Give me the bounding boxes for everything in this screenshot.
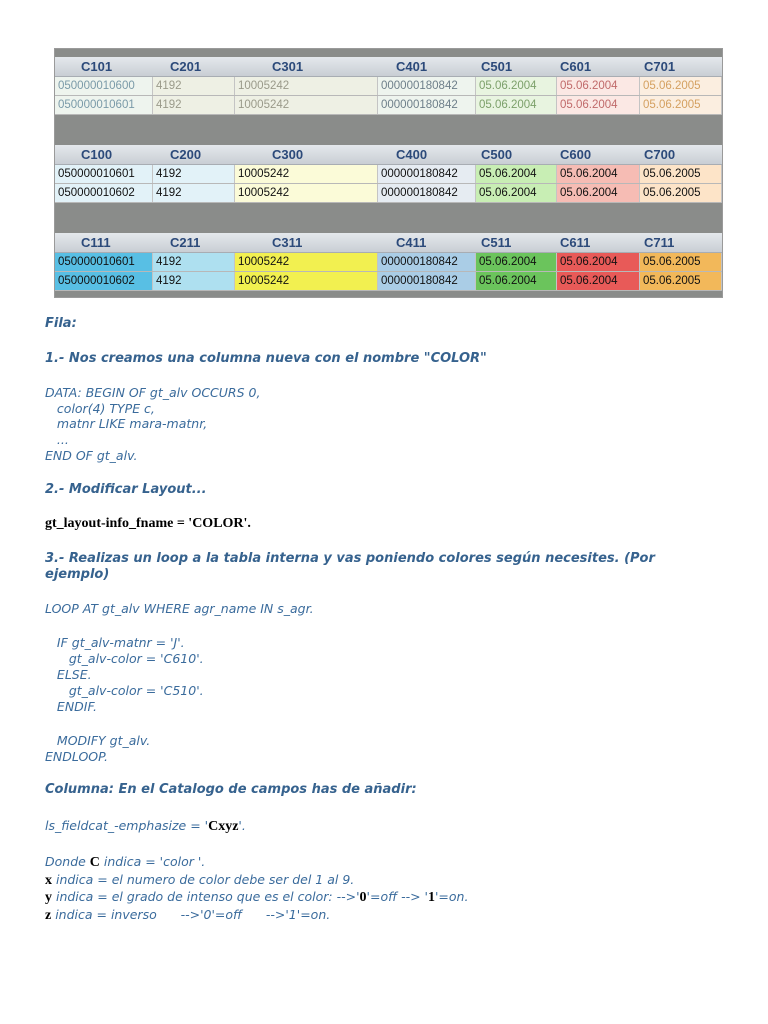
table-cell: 05.06.2004 (557, 77, 640, 95)
step2-heading: 2.- Modificar Layout... (45, 482, 207, 497)
table-cell: 4192 (153, 165, 235, 183)
table-cell: 050000010601 (55, 165, 153, 183)
alv-block-light (55, 145, 722, 203)
fieldcat-prefix: ls_fieldcat_-emphasize = ' (45, 818, 209, 833)
y-one: 1 (428, 890, 435, 905)
column-header: C701 (644, 59, 676, 74)
donde-prefix: Donde (45, 854, 90, 869)
alv-header-row (55, 233, 722, 253)
column-header: C211 (170, 235, 201, 250)
table-cell: 05.06.2004 (557, 272, 640, 290)
code-line: DATA: BEGIN OF gt_alv OCCURS 0, (45, 385, 261, 400)
table-cell: 10005242 (235, 96, 378, 114)
table-cell: 05.06.2004 (476, 77, 557, 95)
donde-line (45, 854, 205, 871)
table-cell: 05.06.2005 (640, 77, 722, 95)
column-header: C401 (396, 59, 428, 74)
table-row (55, 272, 722, 291)
table-cell: 4192 (153, 253, 235, 271)
table-cell: 000000180842 (378, 165, 476, 183)
donde-letter: C (89, 855, 100, 870)
y-line (45, 889, 468, 906)
table-cell: 000000180842 (378, 77, 476, 95)
y-letter: y (45, 890, 52, 905)
alv-block-intense (55, 233, 722, 291)
table-cell: 4192 (153, 96, 235, 114)
table-cell: 05.06.2004 (557, 165, 640, 183)
code-line: MODIFY gt_alv. (45, 733, 151, 748)
table-row (55, 165, 722, 184)
table-row (55, 184, 722, 203)
z-letter: z (45, 908, 52, 923)
table-row (55, 77, 722, 96)
code-line: ENDLOOP. (45, 749, 108, 764)
code-line: gt_alv-color = 'C510'. (45, 683, 204, 698)
table-cell: 10005242 (235, 272, 378, 290)
z-text: indica = inverso -->'0'=off -->'1'=on. (51, 907, 331, 922)
x-line (45, 872, 354, 889)
table-cell: 05.06.2004 (476, 184, 557, 202)
column-header: C711 (644, 235, 675, 250)
column-header: C700 (644, 147, 676, 162)
table-cell: 4192 (153, 184, 235, 202)
column-header: C511 (481, 235, 512, 250)
column-header: C311 (272, 235, 303, 250)
column-header: C301 (272, 59, 304, 74)
table-cell: 050000010601 (55, 253, 153, 271)
alv-color-example-image (54, 48, 723, 298)
column-header: C100 (81, 147, 113, 162)
column-header: C501 (481, 59, 513, 74)
table-cell: 4192 (153, 77, 235, 95)
alv-block-faded (55, 57, 722, 115)
column-header: C611 (560, 235, 591, 250)
y-text-a: indica = el grado de intenso que es el color: -->' (52, 889, 360, 904)
table-cell: 05.06.2004 (476, 253, 557, 271)
columna-heading: Columna: En el Catalogo de campos has de añadir: (45, 782, 417, 797)
column-header: C200 (170, 147, 202, 162)
code-line: ELSE. (45, 667, 92, 682)
table-cell: 050000010602 (55, 184, 153, 202)
column-header: C111 (81, 235, 111, 250)
table-cell: 10005242 (235, 184, 378, 202)
fieldcat-line (45, 818, 246, 835)
column-header: C600 (560, 147, 592, 162)
step3-heading: 3.- Realizas un loop a la tabla interna y vas poniendo colores según necesites. (Por ejemplo) (45, 551, 655, 582)
column-header: C101 (81, 59, 113, 74)
table-cell: 000000180842 (378, 253, 476, 271)
column-header: C400 (396, 147, 428, 162)
alv-header-row (55, 145, 722, 165)
z-line (45, 907, 330, 924)
table-cell: 05.06.2005 (640, 165, 722, 183)
table-cell: 05.06.2004 (476, 165, 557, 183)
column-header: C411 (396, 235, 427, 250)
table-cell: 000000180842 (378, 96, 476, 114)
table-cell: 050000010602 (55, 272, 153, 290)
table-cell: 10005242 (235, 253, 378, 271)
code-line: END OF gt_alv. (45, 448, 138, 463)
table-cell: 05.06.2005 (640, 96, 722, 114)
y-text-b: '=off --> ' (366, 889, 428, 904)
column-header: C300 (272, 147, 304, 162)
table-cell: 10005242 (235, 77, 378, 95)
table-cell: 05.06.2004 (557, 253, 640, 271)
y-text-c: '=on. (435, 889, 469, 904)
table-cell: 05.06.2005 (640, 184, 722, 202)
alv-header-row (55, 57, 722, 77)
table-cell: 05.06.2005 (640, 253, 722, 271)
table-row (55, 96, 722, 115)
table-cell: 05.06.2004 (476, 96, 557, 114)
code-line: color(4) TYPE c, (45, 401, 155, 416)
column-header: C500 (481, 147, 513, 162)
table-cell: 10005242 (235, 165, 378, 183)
x-text: indica = el numero de color debe ser del 1 al 9. (52, 872, 355, 887)
y-zero: 0 (359, 890, 367, 905)
column-header: C601 (560, 59, 592, 74)
table-cell: 050000010601 (55, 96, 153, 114)
x-letter: x (45, 873, 52, 888)
code-line: LOOP AT gt_alv WHERE agr_name IN s_agr. (45, 601, 314, 616)
table-cell: 05.06.2004 (476, 272, 557, 290)
layout-code-line: gt_layout-info_fname = 'COLOR'. (45, 516, 251, 531)
table-row (55, 253, 722, 272)
code-line: matnr LIKE mara-matnr, (45, 416, 208, 431)
code-line: ENDIF. (45, 699, 98, 714)
donde-text: indica = 'color '. (99, 854, 206, 869)
column-header: C201 (170, 59, 202, 74)
table-cell: 050000010600 (55, 77, 153, 95)
code-line: gt_alv-color = 'C610'. (45, 651, 204, 666)
code-line: IF gt_alv-matnr = 'J'. (45, 635, 185, 650)
fila-heading: Fila: (45, 316, 77, 331)
table-cell: 05.06.2005 (640, 272, 722, 290)
table-cell: 000000180842 (378, 272, 476, 290)
fieldcat-value: Cxyz (208, 819, 239, 834)
table-cell: 05.06.2004 (557, 96, 640, 114)
table-cell: 4192 (153, 272, 235, 290)
fieldcat-suffix: '. (238, 818, 246, 833)
code-line: ... (45, 432, 69, 447)
table-cell: 000000180842 (378, 184, 476, 202)
table-cell: 05.06.2004 (557, 184, 640, 202)
step1-heading: 1.- Nos creamos una columna nueva con el nombre "COLOR" (45, 351, 487, 366)
